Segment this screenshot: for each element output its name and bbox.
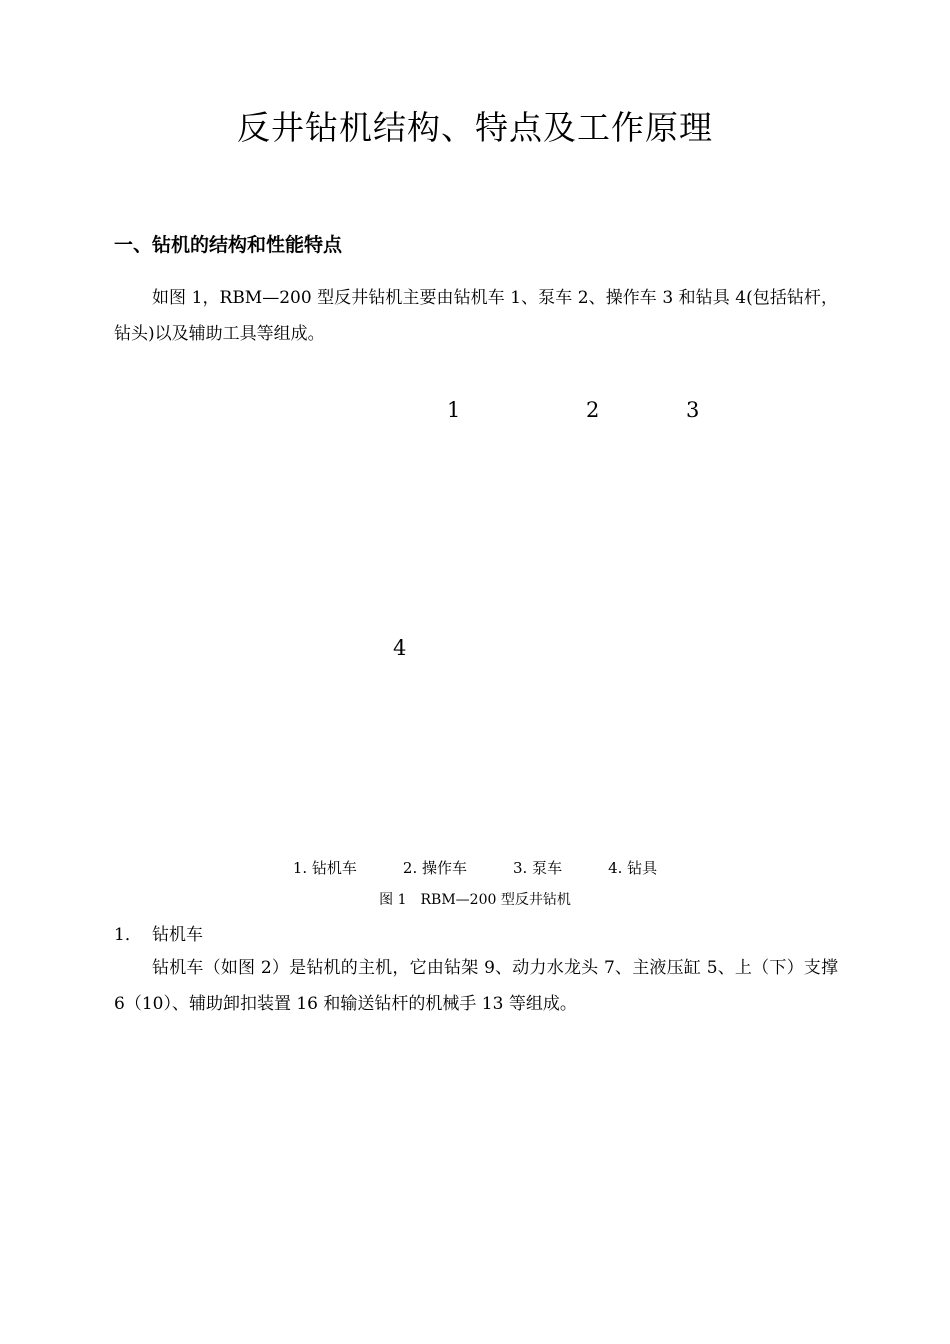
figure-label-4: 4 [393, 636, 407, 660]
section-heading: 一、钻机的结构和性能特点 [114, 234, 343, 256]
legend-item-4: 4. 钻具 [608, 859, 658, 877]
figure-label-2: 2 [586, 398, 600, 422]
figure-caption: 图 1 RBM—200 型反井钻机 [379, 892, 571, 908]
intro-paragraph: 如图 1，RBM—200 型反井钻机主要由钻机车 1、泵车 2、操作车 3 和钻具 4(包括钻杆，钻头)以及辅助工具等组成。 [114, 288, 838, 344]
legend-item-1: 1. 钻机车 [292, 859, 357, 877]
figure-legend [0, 857, 950, 878]
item-title: 钻机车 [152, 925, 203, 945]
figure-label-3: 3 [686, 398, 700, 422]
legend-item-3: 3. 泵车 [513, 859, 563, 877]
page-title: 反井钻机结构、特点及工作原理 [237, 108, 713, 147]
legend-item-2: 2. 操作车 [402, 859, 467, 877]
item-heading [114, 920, 203, 945]
item-number: 1． [114, 925, 142, 945]
item-paragraph: 钻机车（如图 2）是钻机的主机，它由钻架 9、动力水龙头 7、主液压缸 5、上（下）支撑 6（10）、辅助卸扣装置 16 和输送钻杆的机械手 13 等组成。 [114, 958, 838, 1014]
figure-label-1: 1 [447, 398, 461, 422]
